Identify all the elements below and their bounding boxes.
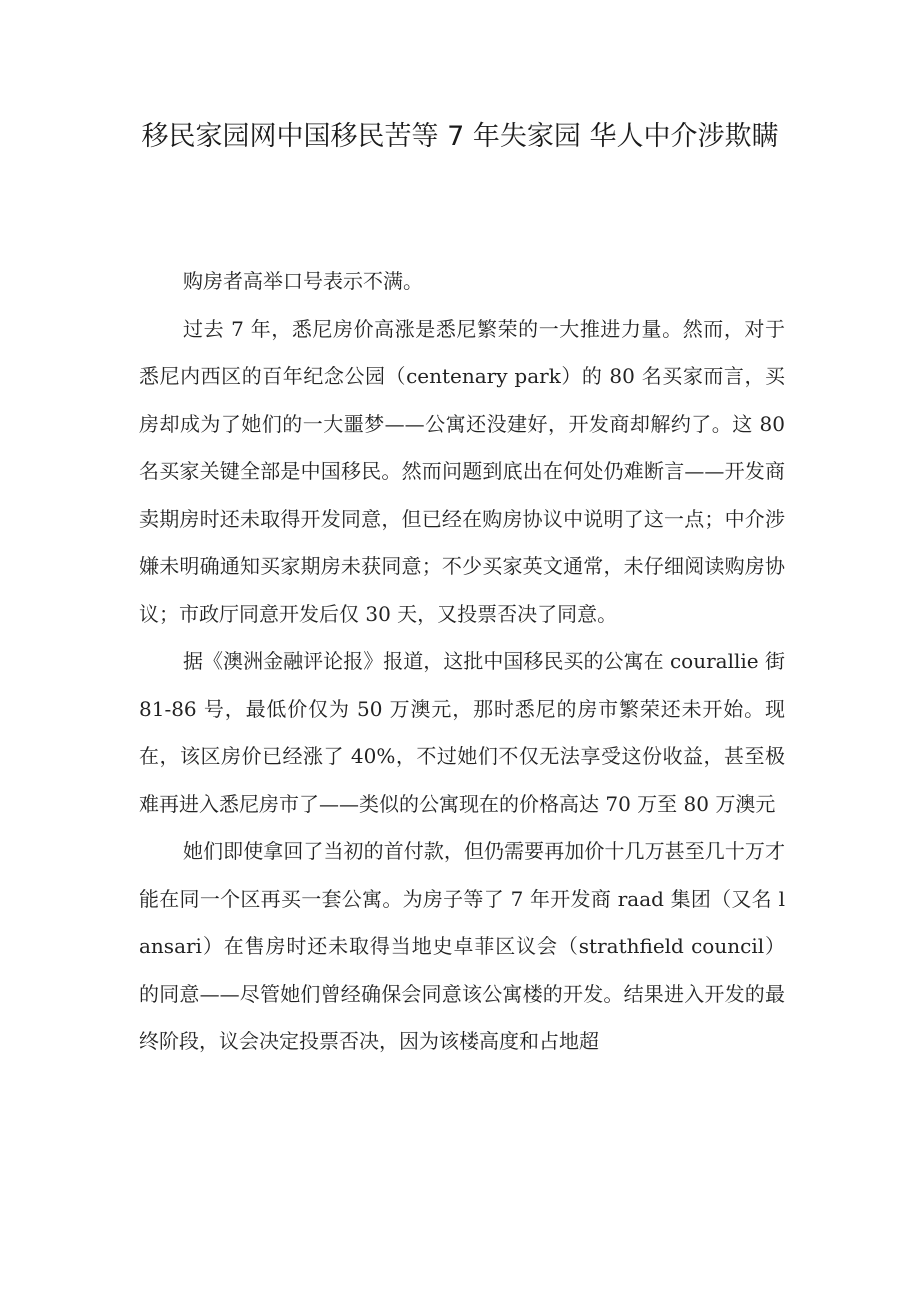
- paragraph-4: 她们即使拿回了当初的首付款，但仍需要再加价十几万甚至几十万才能在同一个区再买一套公寓。为房子等了 7 年开发商 raad 集团（又名 lansari）在售房时还未取得当地史卓菲区议会（strathfield council）的同意——尽管她们曾经确保会同意该公寓楼的开发。结果进入开发的最终阶段，议会决定投票否决，因为该楼高度和占地超: [139, 839, 785, 1053]
- paragraph-1: 购房者高举口号表示不满。: [183, 269, 423, 293]
- document-title: 移民家园网中国移民苦等 7 年失家园 华人中介涉欺瞒: [141, 121, 779, 152]
- article-body: [139, 258, 785, 1066]
- paragraph-2: 过去 7 年，悉尼房价高涨是悉尼繁荣的一大推进力量。然而，对于悉尼内西区的百年纪念公园（centenary park）的 80 名买家而言，买房却成为了她们的一大噩梦——公寓还没建好，开发商却解约了。这 80 名买家关键全部是中国移民。然而问题到底出在何处仍难断言——开发商卖期房时还未取得开发同意，但已经在购房协议中说明了这一点；中介涉嫌未明确通知买家期房未获同意；不少买家英文通常，未仔细阅读购房协议；市政厅同意开发后仅 30 天，又投票否决了同意。: [139, 316, 785, 626]
- paragraph-3: 据《澳洲金融评论报》报道，这批中国移民买的公寓在 courallie 街 81-86 号，最低价仅为 50 万澳元，那时悉尼的房市繁荣还未开始。现在，该区房价已经涨了 40%，不过她们不仅无法享受这份收益，甚至极难再进入悉尼房市了——类似的公寓现在的价格高达 70 万至 80 万澳元: [139, 649, 785, 816]
